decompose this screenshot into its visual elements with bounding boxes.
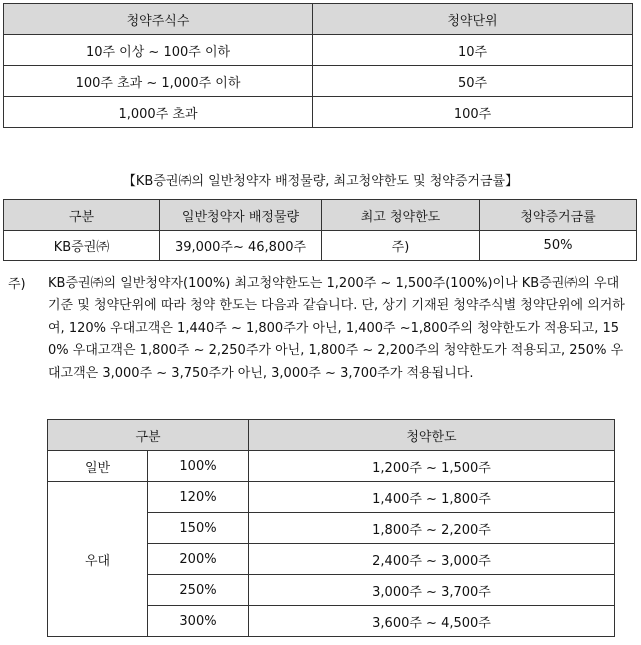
section-title: 【KB증권㈜의 일반청약자 배정물량, 최고청약한도 및 청약증거금률】 (122, 174, 519, 189)
subscription-unit-table (3, 3, 633, 128)
header-subscription-unit: 청약단위 (313, 4, 633, 35)
table-row (4, 231, 637, 261)
preferred-label: 우대 (48, 482, 148, 637)
table-cell: 50% (480, 231, 637, 261)
table-row (4, 97, 633, 128)
table-row (4, 66, 633, 97)
general-label: 일반 (48, 451, 148, 482)
table-cell: 1,200주 ~ 1,500주 (249, 451, 615, 482)
subscription-limit-table (47, 419, 615, 637)
header-limit: 청약한도 (249, 420, 615, 451)
table-cell: 150% (148, 513, 249, 544)
header-max-limit: 최고 청약한도 (322, 200, 480, 231)
table-cell: 39,000주~ 46,800주 (160, 231, 322, 261)
header-category: 구분 (4, 200, 160, 231)
header-subscription-shares: 청약주식수 (4, 4, 313, 35)
table-cell: 120% (148, 482, 249, 513)
table-row (4, 35, 633, 66)
header-category: 구분 (48, 420, 249, 451)
table-cell: 1,400주 ~ 1,800주 (249, 482, 615, 513)
table-cell: KB증권㈜ (4, 231, 160, 261)
header-deposit-rate: 청약증거금률 (480, 200, 637, 231)
table-cell: 50주 (313, 66, 633, 97)
table-row (48, 451, 615, 482)
table-cell: 3,000주 ~ 3,700주 (249, 575, 615, 606)
table-cell: 200% (148, 544, 249, 575)
table-cell: 10주 (313, 35, 633, 66)
table-cell: 100% (148, 451, 249, 482)
allocation-table (3, 199, 637, 261)
header-allocation: 일반청약자 배정물량 (160, 200, 322, 231)
table-cell: 2,400주 ~ 3,000주 (249, 544, 615, 575)
table-cell: 250% (148, 575, 249, 606)
table-cell: 10주 이상 ~ 100주 이하 (4, 35, 313, 66)
table-cell: 100주 초과 ~ 1,000주 이하 (4, 66, 313, 97)
table-cell: 주) (322, 231, 480, 261)
table-cell: 1,000주 초과 (4, 97, 313, 128)
table-cell: 3,600주 ~ 4,500주 (249, 606, 615, 637)
table-cell: 300% (148, 606, 249, 637)
note-text: KB증권㈜의 일반청약자(100%) 최고청약한도는 1,200주 ~ 1,500주(100%)이나 KB증권㈜의 우대기준 및 청약단위에 따라 청약 한도는 다음과 같습니다. 단, 상기 기재된 청약주식별 청약단위에 의거하여, 120% 우대고객은 1,440주 ~ 1,800주가 아닌, 1,400주 ~1,800주의 청약한도가 적용되고, 150% 우대고객은 1,800주 ~ 2,250주가 아닌, 1,800주 ~ 2,200주의 청약한도가 적용되고, 250% 우대고객은 3,000주 ~ 3,750주가 아닌, 3,000주 ~ 3,700주가 적용됩니다. (48, 276, 625, 381)
note-mark: 주) (8, 277, 26, 292)
table-cell: 1,800주 ~ 2,200주 (249, 513, 615, 544)
table-row (48, 482, 615, 513)
table-cell: 100주 (313, 97, 633, 128)
